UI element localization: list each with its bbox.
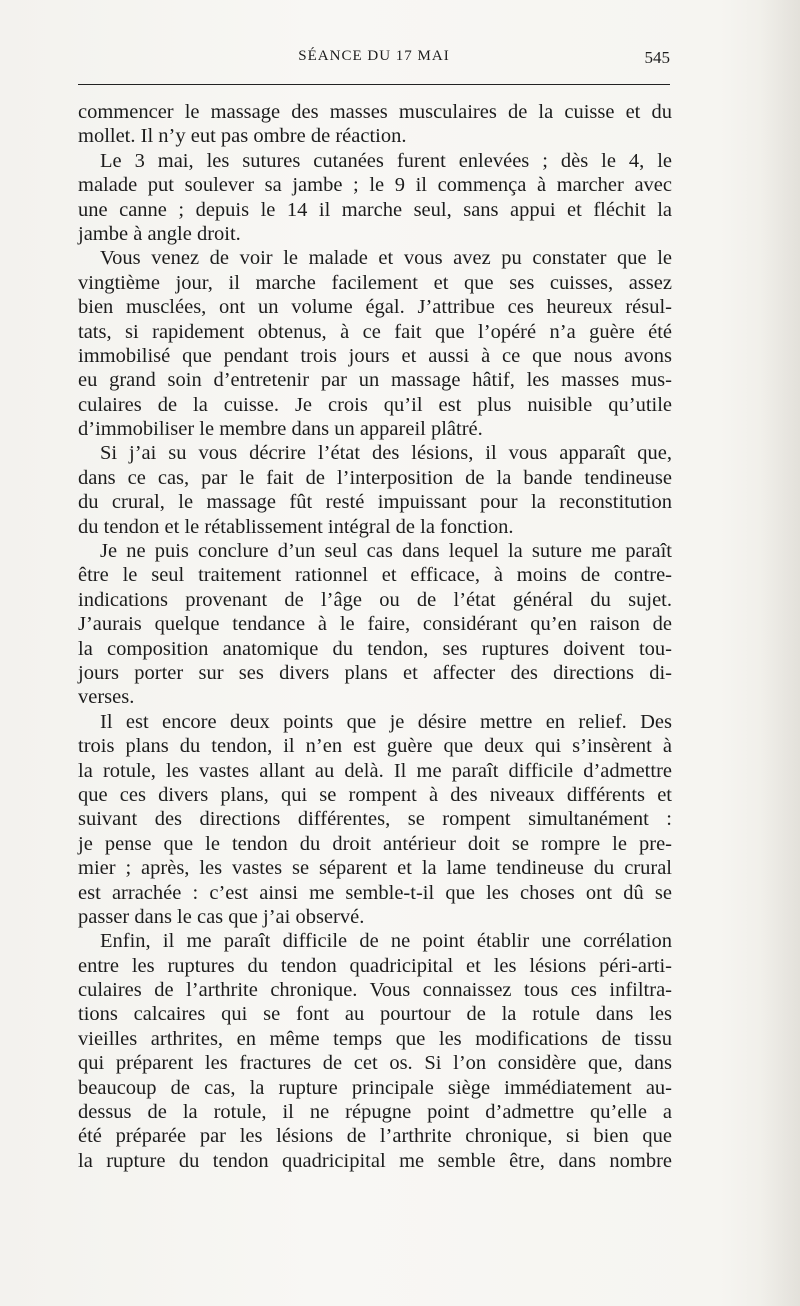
text-line: culaires de l’arthrite chronique. Vous connaissez tous ces infiltra- — [78, 979, 672, 1002]
text-line: Si j’ai su vous décrire l’état des lésions, il vous apparaît que, — [100, 442, 672, 465]
text-line: culaires de la cuisse. Je crois qu’il est plus nuisible qu’utile — [78, 393, 672, 416]
text-line: d’immobiliser le membre dans un appareil plâtré. — [78, 418, 483, 441]
text-line: la rotule, les vastes allant au delà. Il me paraît difficile d’admettre — [78, 759, 672, 782]
text-line: immobilisé que pendant trois jours et aussi à ce que nous avons — [78, 344, 672, 367]
text-line: J’aurais quelque tendance à le faire, considérant qu’en raison de — [78, 613, 672, 636]
text-line: jours porter sur ses divers plans et affecter des directions di- — [78, 661, 672, 684]
text-line: est arrachée : c’est ainsi me semble-t-il que les choses ont dû se — [78, 881, 672, 904]
text-line: tats, si rapidement obtenus, à ce fait que l’opéré n’a guère été — [78, 320, 672, 343]
text-line: jambe à angle droit. — [78, 222, 241, 245]
body-text — [78, 100, 672, 1173]
text-line: commencer le massage des masses musculaires de la cuisse et du — [78, 101, 672, 123]
running-title: SÉANCE DU 17 MAI — [298, 48, 450, 64]
text-line: Vous venez de voir le malade et vous avez pu constater que le — [100, 247, 672, 270]
running-head — [78, 44, 670, 68]
text-line: été préparée par les lésions de l’arthrite chronique, si bien que — [78, 1125, 672, 1148]
text-line: une canne ; depuis le 14 il marche seul, sans appui et fléchit la — [78, 198, 672, 221]
text-line: que ces divers plans, qui se rompent à des niveaux différents et — [78, 783, 672, 806]
text-line: je pense que le tendon du droit antérieur doit se rompre le pre- — [78, 832, 672, 855]
text-line: bien musclées, ont un volume égal. J’attribue ces heureux résul- — [78, 296, 672, 319]
text-line: tions calcaires qui se font au pourtour de la rotule dans les — [78, 1003, 672, 1026]
page-edge-shading — [760, 0, 800, 1306]
text-line: dessus de la rotule, il ne répugne point d’admettre qu’elle a — [78, 1101, 672, 1124]
text-line: du crural, le massage fût resté impuissant pour la reconstitution — [78, 491, 672, 514]
text-line: trois plans du tendon, il n’en est guère que deux qui s’insèrent à — [78, 735, 672, 758]
text-line: eu grand soin d’entretenir par un massage hâtif, les masses mus- — [78, 369, 672, 392]
text-line: mier ; après, les vastes se séparent et la lame tendineuse du crural — [78, 857, 672, 880]
text-line: verses. — [78, 686, 135, 709]
text-line: suivant des directions différentes, se rompent simultanément : — [78, 808, 672, 831]
page-number: 545 — [644, 48, 670, 67]
text-line: dans ce cas, par le fait de l’interposition de la bande tendineuse — [78, 466, 672, 489]
text-line: Enfin, il me paraît difficile de ne point établir une corrélation — [100, 930, 672, 953]
header-rule — [78, 84, 670, 85]
text-line: Le 3 mai, les sutures cutanées furent enlevées ; dès le 4, le — [100, 149, 672, 172]
text-line: la composition anatomique du tendon, ses ruptures doivent tou- — [78, 637, 672, 660]
text-line: malade put soulever sa jambe ; le 9 il commença à marcher avec — [78, 174, 672, 197]
text-line: Je ne puis conclure d’un seul cas dans lequel la suture me paraît — [100, 540, 672, 563]
text-line: du tendon et le rétablissement intégral de la fonction. — [78, 515, 514, 538]
text-line: vingtième jour, il marche facilement et que ses cuisses, assez — [78, 271, 672, 294]
text-line: beaucoup de cas, la rupture principale siège immédiatement au- — [78, 1076, 672, 1099]
text-line: entre les ruptures du tendon quadricipital et les lésions péri-arti- — [78, 954, 672, 977]
text-line: indications provenant de l’âge ou de l’état général du sujet. — [78, 588, 672, 611]
text-line: la rupture du tendon quadricipital me semble être, dans nombre — [78, 1149, 672, 1172]
text-line: qui préparent les fractures de cet os. Si l’on considère que, dans — [78, 1052, 672, 1075]
text-line: vieilles arthrites, en même temps que les modifications de tissu — [78, 1027, 672, 1050]
text-line: mollet. Il n’y eut pas ombre de réaction. — [78, 125, 407, 148]
text-line: Il est encore deux points que je désire mettre en relief. Des — [100, 710, 672, 733]
text-line: être le seul traitement rationnel et efficace, à moins de contre- — [78, 564, 672, 587]
text-line: passer dans le cas que j’ai observé. — [78, 905, 365, 928]
